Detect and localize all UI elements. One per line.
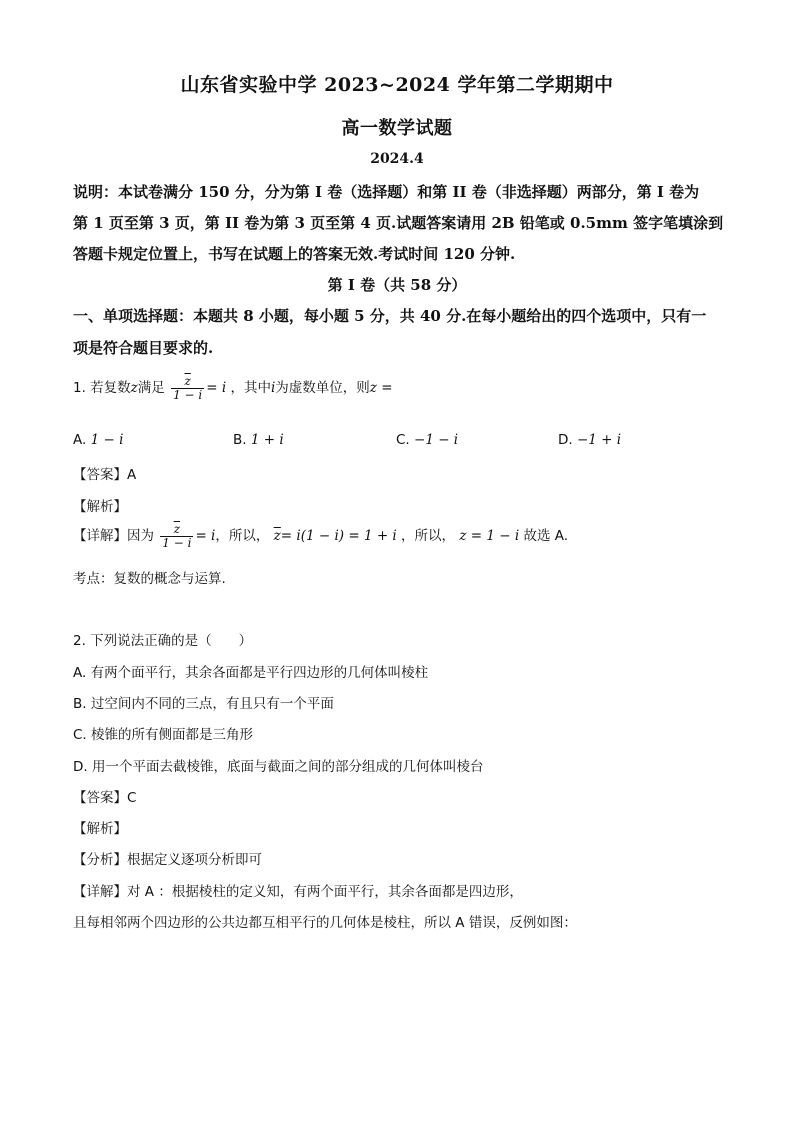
q2-option-b: B. 过空间内不同的三点，有且只有一个平面 — [73, 696, 334, 712]
q1-detail — [73, 523, 568, 549]
q2-option-a: A. 有两个面平行，其余各面都是平行四边形的几何体叫棱柱 — [73, 665, 429, 681]
q1-option-b — [233, 432, 284, 448]
q1-option-d-letter: D. — [558, 432, 573, 448]
q1-answer: 【答案】A — [73, 467, 137, 483]
q1-fraction-num: $\overline{z}$ — [171, 375, 204, 389]
subject-title: 高一数学试题 — [341, 118, 453, 139]
q1-detail-label: 【详解】因为 — [73, 528, 154, 545]
q1-var-z: z — [130, 380, 138, 397]
q1-detail-fraction-den: 1 − i — [162, 535, 192, 550]
q2-detail-line-2: 且每相邻两个四边形的公共边都互相平行的几何体是棱柱，所以 A 错误，反例如图： — [73, 915, 577, 931]
q1-option-a-value: 1 − i — [90, 432, 124, 448]
instructions-line-1: 说明：本试卷满分 150 分，分为第 I 卷（选择题）和第 II 卷（非选择题）两部分，第 I 卷为 — [73, 183, 700, 201]
q1-option-a — [73, 432, 123, 448]
q2-fenxi: 【分析】根据定义逐项分析即可 — [73, 852, 262, 868]
q1-detail-fraction-num: $\overline{z}$ — [160, 523, 193, 537]
q1-option-b-value: 1 + i — [250, 432, 284, 448]
q1-ask-z: z = — [369, 380, 393, 397]
q2-option-d: D. 用一个平面去截棱锥，底面与截面之间的部分组成的几何体叫棱台 — [73, 759, 484, 775]
q1-analysis-label: 【解析】 — [73, 499, 127, 515]
q1-option-c-letter: C. — [396, 432, 410, 448]
q1-option-d-value: −1 + i — [576, 432, 622, 448]
q1-text-satisfy: 满足 — [137, 380, 165, 397]
q1-detail-so-1: ，所以， — [215, 528, 270, 545]
instructions-line-3: 答题卡规定位置上，书写在试题上的答案无效.考试时间 120 分钟. — [73, 245, 516, 263]
q1-option-a-letter: A. — [73, 432, 87, 448]
q1-detail-eq: = i — [195, 528, 216, 545]
q1-fraction — [171, 375, 204, 401]
q1-detail-conclusion: 故选 A. — [523, 528, 569, 545]
q1-option-c-value: −1 − i — [414, 432, 459, 448]
q1-detail-result: z = 1 − i — [459, 528, 520, 545]
q1-text-where: ，其中 — [230, 380, 271, 397]
q1-fraction-den: 1 − i — [173, 387, 203, 402]
q1-detail-zbar: $\overline{z}$ — [273, 528, 281, 545]
instructions-line-2: 第 1 页至第 3 页，第 II 卷为第 3 页至第 4 页.试题答案请用 2B 铅笔或 0.5mm 签字笔填涂到 — [73, 214, 724, 232]
part1-heading: 第 I 卷（共 58 分） — [327, 276, 467, 294]
question-2-stem: 2. 下列说法正确的是（ ） — [73, 633, 253, 649]
mc-heading-line-1: 一、单项选择题：本题共 8 小题，每小题 5 分，共 40 分.在每小题给出的四个选项中，只有一 — [73, 307, 707, 325]
mc-heading-line-2: 项是符合题目要求的. — [73, 339, 214, 357]
q2-detail-line-1: 【详解】对 A ：根据棱柱的定义知，有两个面平行，其余各面都是四边形， — [73, 884, 523, 900]
q1-text-imaginary: 为虚数单位，则 — [275, 380, 370, 397]
q1-var-i: i — [270, 380, 276, 397]
q1-detail-expression: = i(1 − i) = 1 + i — [280, 528, 397, 545]
q1-prefix: 1. 若复数 — [73, 380, 131, 397]
question-1-stem — [73, 375, 393, 401]
q2-answer: 【答案】C — [73, 790, 137, 806]
q1-detail-so-2: ，所以， — [401, 528, 456, 545]
q1-option-b-letter: B. — [233, 432, 247, 448]
q1-option-c — [396, 432, 458, 448]
q2-analysis-label: 【解析】 — [73, 821, 127, 837]
school-title: 山东省实验中学 2023~2024 学年第二学期期中 — [180, 74, 614, 96]
q1-kaodian: 考点：复数的概念与运算. — [73, 571, 226, 587]
q1-eq-rhs: = i — [206, 380, 227, 397]
q2-option-c: C. 棱锥的所有侧面都是三角形 — [73, 727, 254, 743]
q1-option-d — [558, 432, 621, 448]
exam-date: 2024.4 — [370, 151, 424, 167]
q1-detail-fraction — [160, 523, 193, 549]
